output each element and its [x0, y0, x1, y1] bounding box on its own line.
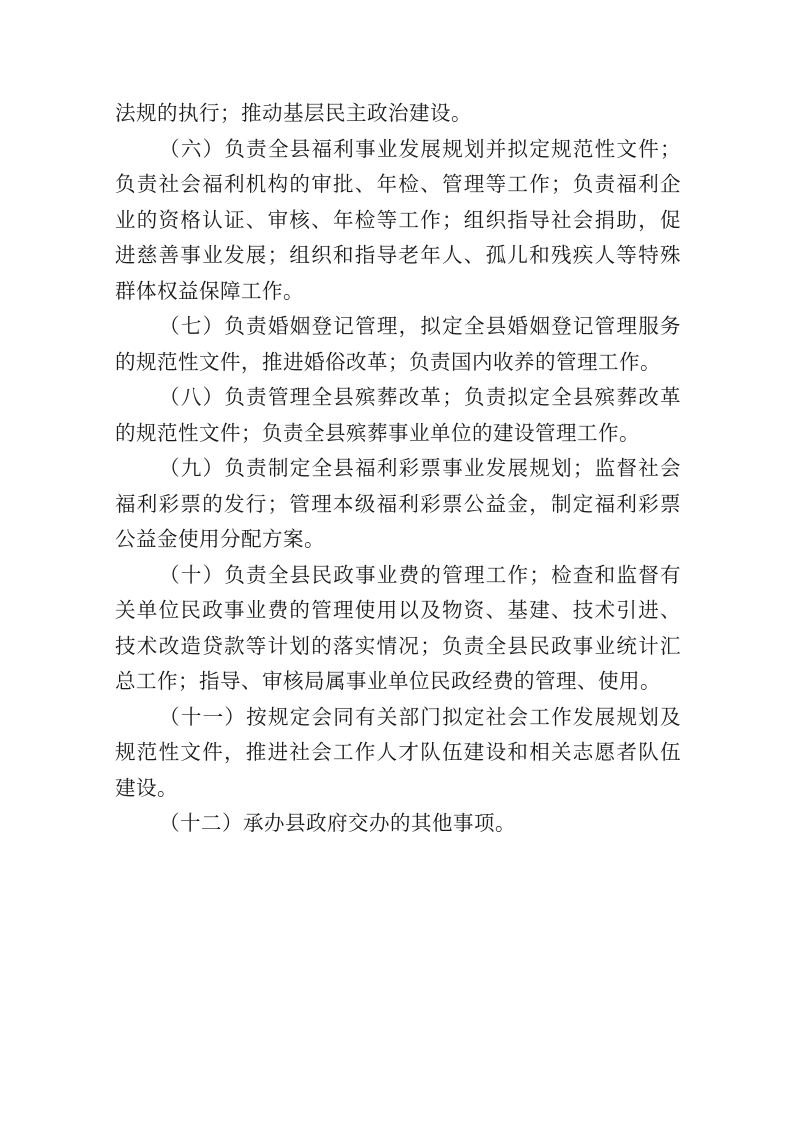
paragraph-item-10: （十）负责全县民政事业费的管理工作；检查和监督有关单位民政事业费的管理使用以及物资、基建、技术引进、技术改造贷款等计划的落实情况；负责全县民政事业统计汇总工作；指导、审核局属事业单位民政经费的管理、使用。 [115, 562, 681, 693]
document-body [115, 96, 681, 842]
paragraph-item-9: （九）负责制定全县福利彩票事业发展规划；监督社会福利彩票的发行；管理本级福利彩票公益金，制定福利彩票公益金使用分配方案。 [115, 456, 681, 551]
paragraph-item-8: （八）负责管理全县殡葬改革；负责拟定全县殡葬改革的规范性文件；负责全县殡葬事业单位的建设管理工作。 [115, 385, 681, 445]
paragraph-item-7: （七）负责婚姻登记管理，拟定全县婚姻登记管理服务的规范性文件，推进婚俗改革；负责国内收养的管理工作。 [115, 314, 681, 374]
paragraph-continuation: 法规的执行；推动基层民主政治建设。 [115, 101, 472, 125]
paragraph-item-11: （十一）按规定会同有关部门拟定社会工作发展规划及规范性文件，推进社会工作人才队伍建设和相关志愿者队伍建设。 [115, 704, 681, 800]
paragraph-item-6: （六）负责全县福利事业发展规划并拟定规范性文件；负责社会福利机构的审批、年检、管理等工作；负责福利企业的资格认证、审核、年检等工作；组织指导社会捐助，促进慈善事业发展；组织和指导老年人、孤儿和残疾人等特殊群体权益保障工作。 [115, 136, 681, 303]
paragraph-item-12: （十二）承办县政府交办的其他事项。 [159, 811, 517, 835]
